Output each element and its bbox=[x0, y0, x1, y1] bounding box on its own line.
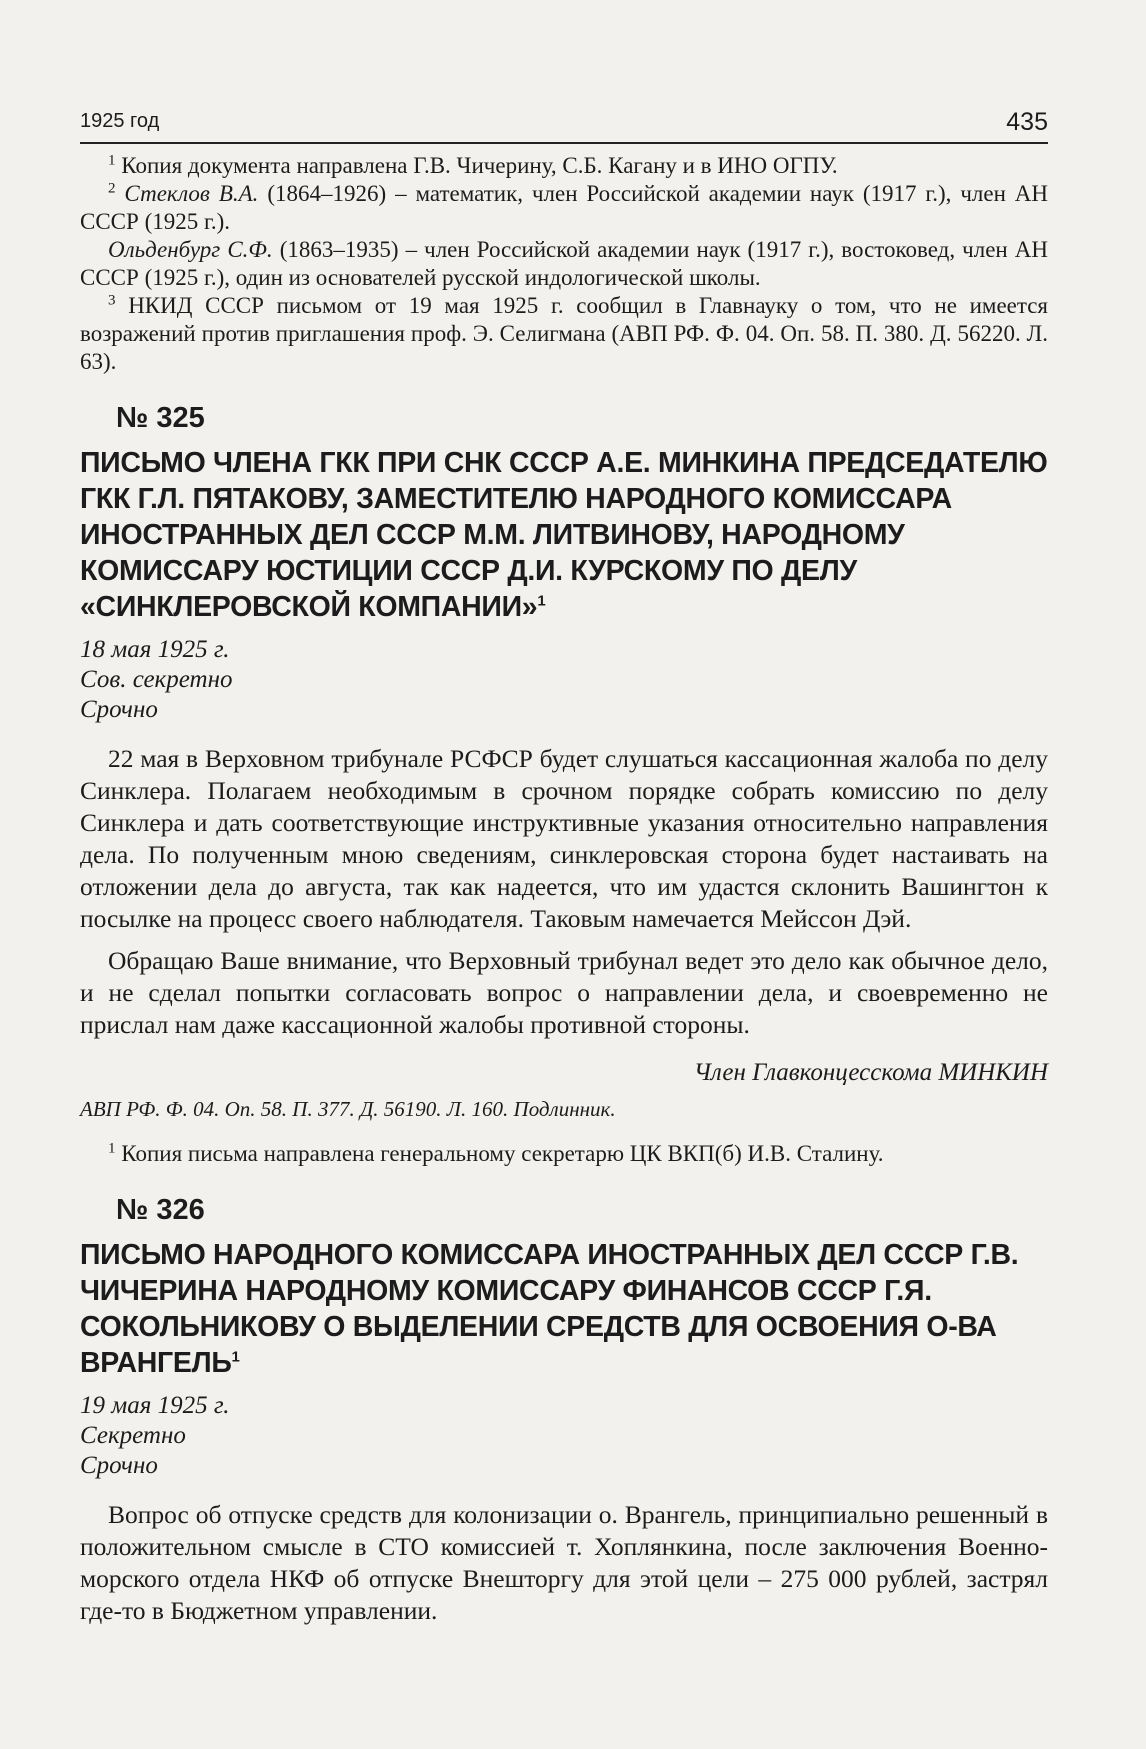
secrecy-label-325: Сов. секретно bbox=[80, 666, 233, 693]
title-text: ПИСЬМО ЧЛЕНА ГКК ПРИ СНК СССР А.Е. МИНКИНА ПРЕДСЕДАТЕЛЮ ГКК Г.Л. ПЯТАКОВУ, ЗАМЕСТИТЕЛЮ НАРОДНОГО КОМИССАРА ИНОСТРАННЫХ ДЕЛ СССР М.М. ЛИТВИНОВУ, НАРОДНОМУ КОМИССАРУ ЮСТИЦИИ СССР Д.И. КУРСКОМУ ПО ДЕЛУ «СИНКЛЕРОВСКОЙ КОМПАНИИ» bbox=[80, 447, 1048, 623]
footnote-3 bbox=[80, 292, 1048, 376]
title-footnote-mark: 1 bbox=[537, 592, 546, 610]
footnote-text: НКИД СССР письмом от 19 мая 1925 г. сообщил в Главнауку о том, что не имеется возражений против приглашения проф. Э. Селигмана (АВП РФ. Ф. 04. Оп. 58. П. 380. Д. 56220. Л. 63). bbox=[80, 293, 1048, 374]
archive-source: АВП РФ. Ф. 04. Оп. 58. П. 377. Д. 56190. Л. 160. Подлинник. bbox=[80, 1097, 616, 1121]
footnote-1 bbox=[80, 152, 1048, 180]
page-header bbox=[80, 100, 1048, 144]
body-paragraph: 22 мая в Верховном трибунале РСФСР будет слушаться кассационная жалоба по делу Синклера. Полагаем необходимым в срочном порядке собрать комиссию по делу Синклера и дать соответствующие инструктивные указания относительно направления дела. По полученным мною сведениям, синклеровская сторона будет настаивать на отложении дела до августа, так как надеется, что им удастся склонить Вашингтон к посылке на процесс своего наблюдателя. Таковым намечается Мейссон Дэй. bbox=[80, 744, 1048, 933]
page-content bbox=[80, 152, 1048, 1627]
footnote-mark: 1 bbox=[108, 1140, 116, 1157]
page-number: 435 bbox=[1006, 108, 1048, 136]
title-text: ПИСЬМО НАРОДНОГО КОМИССАРА ИНОСТРАННЫХ ДЕЛ СССР Г.В. ЧИЧЕРИНА НАРОДНОМУ КОМИССАРУ ФИНАНСОВ СССР Г.Я. СОКОЛЬНИКОВУ О ВЫДЕЛЕНИИ СРЕДСТВ ДЛЯ ОСВОЕНИЯ О-ВА ВРАНГЕЛЬ bbox=[80, 1239, 1019, 1379]
document-title-325 bbox=[80, 445, 1048, 625]
footnote-2-oldenburg bbox=[80, 236, 1048, 292]
footnote-text: (1863–1935) – член Российской академии наук (1917 г.), востоковед, член АН СССР (1925 г.), один из основателей русской индологической школы. bbox=[80, 237, 1048, 290]
urgency-label-326: Срочно bbox=[80, 1452, 158, 1479]
body-paragraph: Обращаю Ваше внимание, что Верховный трибунал ведет это дело как обычное дело, и не сделал попытки согласовать вопрос о направлении дела, и своевременно не прислал нам даже кассационной жалобы противной стороны. bbox=[80, 946, 1048, 1039]
footnote-mark: 2 bbox=[108, 180, 116, 197]
document-number-325: № 325 bbox=[116, 402, 205, 434]
document-date-325: 18 мая 1925 г. bbox=[80, 636, 230, 663]
urgency-label-325: Срочно bbox=[80, 696, 158, 723]
title-footnote-mark: 1 bbox=[231, 1348, 240, 1366]
document-number-326: № 326 bbox=[116, 1194, 205, 1226]
signature: Член Главконцесскома МИНКИН bbox=[693, 1059, 1048, 1086]
document-title-326 bbox=[80, 1237, 1048, 1381]
person-name: Ольденбург С.Ф. bbox=[108, 237, 273, 262]
footnote-mark: 1 bbox=[108, 152, 116, 169]
document-date-326: 19 мая 1925 г. bbox=[80, 1392, 230, 1419]
body-paragraph: Вопрос об отпуске средств для колонизации о. Врангель, принципиально решенный в положительном смысле в СТО комиссией т. Хоплянкина, после заключения Военно-морского отдела НКФ об отпуске Внешторгу для этой цели – 275 000 рублей, застрял где-то в Бюджетном управлении. bbox=[80, 1500, 1048, 1625]
footnote-text: Копия письма направлена генеральному секретарю ЦК ВКП(б) И.В. Сталину. bbox=[121, 1141, 884, 1166]
person-name: Стеклов В.А. bbox=[124, 181, 259, 206]
secrecy-label-326: Секретно bbox=[80, 1422, 186, 1449]
running-title: 1925 год bbox=[80, 110, 160, 132]
footnote-325 bbox=[80, 1140, 1048, 1168]
footnote-text: (1864–1926) – математик, член Российской академии наук (1917 г.), член АН СССР (1925 г.). bbox=[80, 181, 1049, 234]
footnote-2-steklov bbox=[80, 180, 1048, 236]
footnote-text: Копия документа направлена Г.В. Чичерину, С.Б. Кагану и в ИНО ОГПУ. bbox=[121, 153, 838, 178]
footnote-mark: 3 bbox=[108, 292, 116, 309]
